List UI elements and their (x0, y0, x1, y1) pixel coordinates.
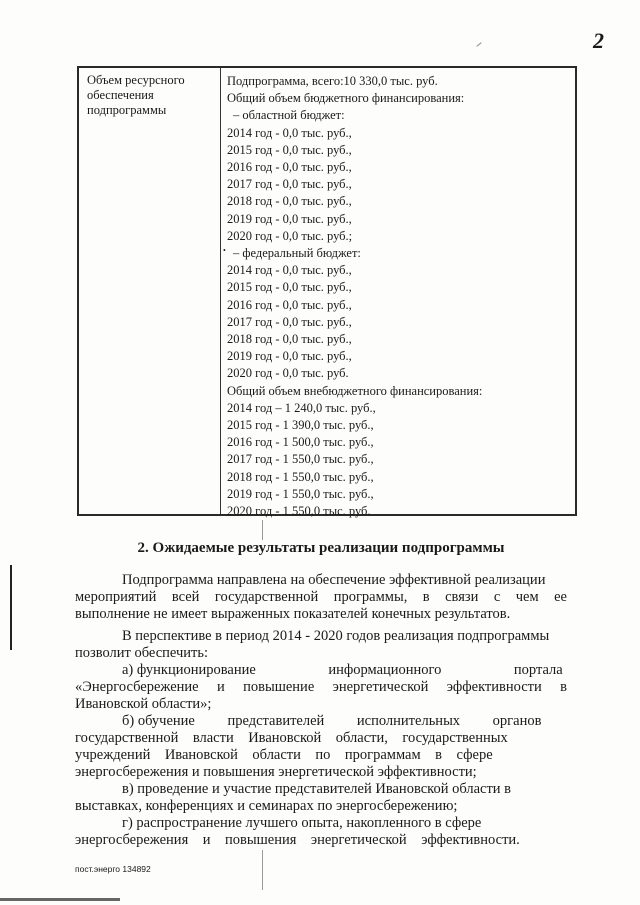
scan-artifact-line (262, 520, 263, 540)
item-b-line3: учреждений Ивановской области по программам в сфере (75, 747, 493, 763)
table-line: 2020 год - 0,0 тыс. руб.; (227, 228, 353, 243)
table-line: Подпрограмма, всего:10 330,0 тыс. руб. (227, 74, 438, 88)
item-b-line2: государственной власти Ивановской области, государственных (75, 730, 508, 746)
table-line: 2019 год - 0,0 тыс. руб., (227, 349, 352, 364)
table-line: 2014 год – 1 240,0 тыс. руб., (227, 400, 376, 415)
table-line: 2019 год - 0,0 тыс. руб., (227, 211, 352, 226)
table-line: 2016 год - 0,0 тыс. руб., (227, 297, 352, 312)
item-g-line2: энергосбережения и повышения энергетической эффективности. (75, 832, 520, 848)
p2-line2: позволит обеспечить: (75, 645, 209, 661)
table-line: 2014 год - 0,0 тыс. руб., (227, 263, 352, 278)
margin-mark (10, 565, 12, 650)
item-a-line3: Ивановской области»; (75, 696, 212, 712)
table-line: 2017 год - 1 550,0 тыс. руб., (227, 452, 374, 467)
item-g-line1: г) распространение лучшего опыта, накопленного в сфере (122, 815, 482, 831)
scan-edge (0, 898, 120, 901)
table-line: 2016 год - 1 500,0 тыс. руб., (227, 435, 374, 450)
pen-mark (476, 42, 481, 47)
table-line: 2020 год - 0,0 тыс. руб. (227, 366, 349, 381)
table-label-cell: Объем ресурсного обеспечения подпрограммы (87, 73, 185, 117)
table-line: 2018 год - 1 550,0 тыс. руб., (227, 469, 374, 484)
section-heading: 2. Ожидаемые результаты реализации подпрограммы (137, 540, 505, 556)
item-b-line4: энергосбережения и повышения энергетической эффективности; (75, 764, 477, 780)
table-line: 2015 год - 1 390,0 тыс. руб., (227, 418, 374, 433)
table-value-cell (227, 73, 572, 520)
p1-line3: выполнение не имеет выраженных показателей конечных результатов. (75, 606, 511, 622)
table-line: 2018 год - 0,0 тыс. руб., (227, 194, 352, 209)
table-line: 2018 год - 0,0 тыс. руб., (227, 332, 352, 347)
item-v-line2: выставках, конференциях и семинарах по энергосбережению; (75, 798, 458, 814)
table-line: 2015 год - 0,0 тыс. руб., (227, 280, 352, 295)
resource-table (77, 66, 577, 519)
table-line: 2020 год - 1 550,0 тыс. руб. (227, 504, 371, 519)
table-line: – областной бюджет: (233, 108, 345, 123)
table-line: 2019 год - 1 550,0 тыс. руб., (227, 486, 374, 501)
table-line: 2016 год - 0,0 тыс. руб., (227, 160, 352, 175)
item-a-line1: а) функционирование информационного портала (122, 662, 563, 678)
p1-line1: Подпрограмма направлена на обеспечение эффективной реализации (122, 572, 546, 588)
table-line: – федеральный бюджет: (233, 246, 361, 261)
table-line: 2017 год - 0,0 тыс. руб., (227, 314, 352, 329)
item-v-line1: в) проведение и участие представителей Ивановской области в (122, 781, 512, 797)
p2-line1: В перспективе в период 2014 - 2020 годов реализация подпрограммы (122, 628, 550, 644)
table-column-divider (220, 68, 221, 514)
scan-dot: • (223, 246, 226, 255)
item-a-line2: «Энергосбережение и повышение энергетической эффективности в (75, 679, 567, 695)
table-line: Общий объем бюджетного финансирования: (227, 91, 465, 106)
table-line: Общий объем внебюджетного финансирования: (227, 383, 483, 398)
table-line: 2017 год - 0,0 тыс. руб., (227, 177, 352, 192)
table-line: 2015 год - 0,0 тыс. руб., (227, 142, 352, 157)
item-b-line1: б) обучение представителей исполнительных органов (122, 713, 542, 729)
footer-code: пост.энерго 134892 (75, 864, 151, 874)
p1-line2: мероприятий всей государственной программы, в связи с чем ее (75, 589, 567, 605)
page-number: 2 (593, 28, 604, 53)
scan-artifact-line-bottom (262, 850, 263, 890)
table-line: 2014 год - 0,0 тыс. руб., (227, 125, 352, 140)
